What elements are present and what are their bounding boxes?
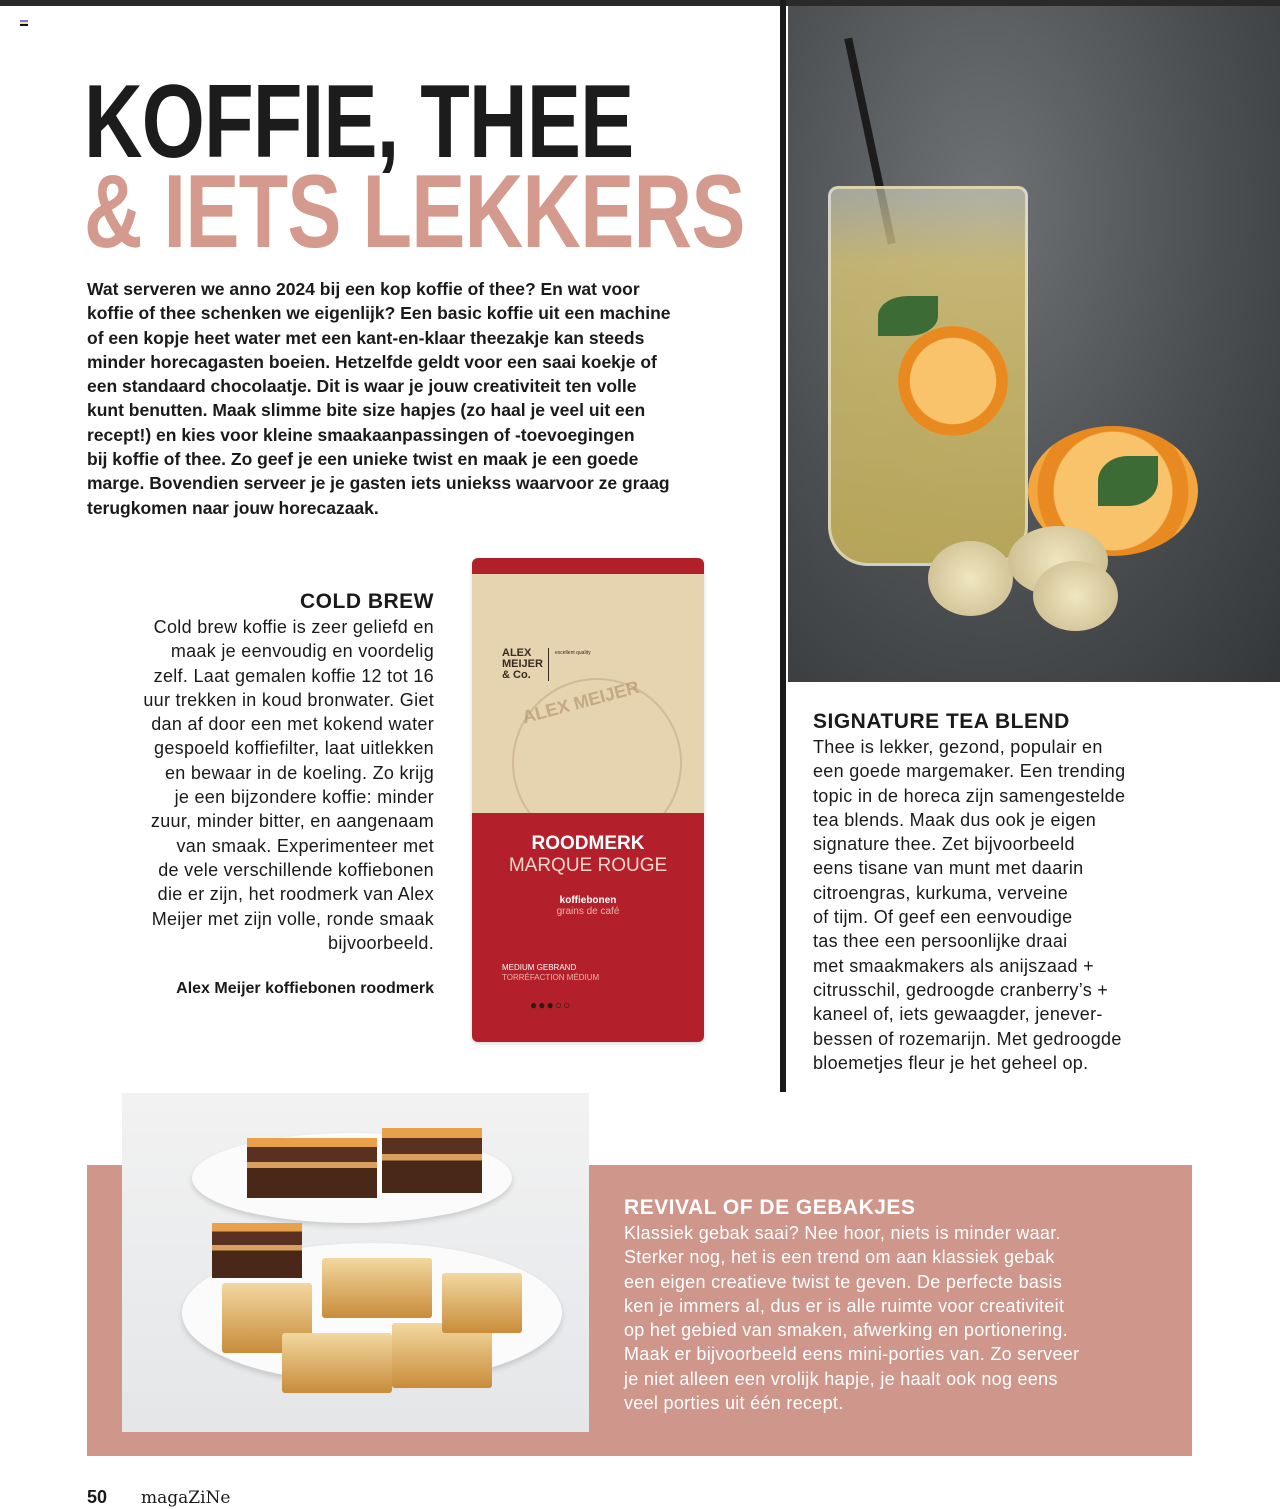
text-line: dan af door een met kokend water [151, 714, 434, 735]
iced-tea-photo [788, 6, 1280, 682]
bag-name: ROODMERK [531, 833, 645, 854]
text-line: veel porties uit één recept. [624, 1393, 844, 1414]
tea-section [813, 709, 1125, 1075]
title-line-2: & IETS LEKKERS [84, 154, 745, 270]
bag-type-fr: grains de café [556, 906, 620, 917]
text-line: met smaakmakers als anijszaad + [813, 955, 1094, 976]
text-line: Thee is lekker, gezond, populair en [813, 737, 1103, 757]
revival-heading: REVIVAL OF DE GEBAKJES [624, 1196, 916, 1219]
text-line: van smaak. Experimenteer met [176, 835, 434, 856]
text-line: Wat serveren we anno 2024 bij een kop koffie of thee? En wat voor [87, 279, 640, 299]
bag-brand: ALEX MEIJER & Co. [502, 648, 549, 681]
text-line: zuur, minder bitter, en aangenaam [150, 811, 434, 832]
cold-brew-text [143, 615, 434, 955]
text-line: kaneel of, iets gewaagder, jenever- [813, 1004, 1103, 1025]
tea-heading: SIGNATURE TEA BLEND [813, 710, 1070, 733]
text-line: Cold brew koffie is zeer geliefd en [153, 617, 434, 637]
text-line: uur trekken in koud bronwater. Giet [143, 689, 434, 710]
text-line: een eigen creatieve twist te geven. De perfecte basis [624, 1271, 1063, 1292]
text-line: marge. Bovendien serveer je je gasten iets uniekss waarvoor ze graag [87, 473, 670, 494]
page-number: 50 [87, 1487, 108, 1507]
text-line: de vele verschillende koffiebonen [158, 859, 434, 880]
bag-quality: excellent quality [555, 650, 591, 656]
text-line: je niet alleen een vrolijk hapje, je haalt ook nog eens [624, 1368, 1058, 1389]
bag-name-fr: MARQUE ROUGE [508, 855, 668, 876]
text-line: Meijer met zijn volle, ronde smaak [151, 908, 434, 929]
revival-section [624, 1195, 1079, 1415]
text-line: of tijm. Of geef een eenvoudige [813, 907, 1073, 928]
flag-icon [20, 20, 28, 27]
text-line: Maak er bijvoorbeeld eens mini-porties van. Zo serveer [624, 1344, 1080, 1365]
text-line: signature thee. Zet bijvoorbeeld [813, 834, 1075, 855]
cold-brew-section [143, 589, 434, 955]
text-line: zelf. Laat gemalen koffie 12 tot 16 [153, 665, 434, 686]
text-line: een goede margemaker. Een trending [813, 761, 1126, 782]
text-line: citroengras, kurkuma, verveine [813, 882, 1069, 903]
text-line: gespoeld koffiefilter, laat uitlekken [154, 738, 434, 759]
bag-strength: ●●●○○ [530, 998, 572, 1012]
product-caption: Alex Meijer koffiebonen roodmerk [176, 980, 434, 997]
text-line: terugkomen naar jouw horecazaak. [87, 497, 379, 518]
bag-stamp: ALEX MEIJER [493, 659, 701, 867]
text-line: citrusschil, gedroogde cranberry’s + [813, 979, 1109, 1000]
text-line: je een bijzondere koffie: minder [174, 787, 434, 808]
bag-roast-fr: TORRÉFACTION MÉDIUM [502, 973, 600, 982]
text-line: ken je immers al, dus er is alle ruimte voor creativiteit [624, 1295, 1065, 1316]
text-line: bessen of rozemarijn. Met gedroogde [813, 1028, 1122, 1049]
tea-text [813, 735, 1125, 1075]
text-line: tas thee een persoonlijke draai [813, 931, 1068, 952]
intro-paragraph [87, 277, 671, 520]
text-line: koffie of thee schenken we eigenlijk? Een basic koffie uit een machine [87, 303, 671, 324]
text-line: eens tisane van munt met daarin [813, 858, 1084, 879]
text-line: een standaard chocolaatje. Dit is waar je jouw creativiteit ten volle [87, 376, 637, 397]
magazine-name: magaZiNe [141, 1488, 231, 1508]
column-divider [780, 0, 786, 1092]
text-line: topic in de horeca zijn samengestelde [813, 785, 1126, 806]
bag-type: koffiebonen [559, 895, 617, 906]
text-line: recept!) en kies voor kleine smaakaanpassingen of -toevoegingen [87, 424, 635, 445]
text-line: tea blends. Maak dus ook je eigen [813, 809, 1097, 830]
cold-brew-heading: COLD BREW [300, 590, 434, 613]
text-line: en bewaar in de koeling. Zo krijg [164, 762, 434, 783]
text-line: kunt benutten. Maak slimme bite size hapjes (zo haal je veel uit een [87, 400, 646, 421]
text-line: minder horecagasten boeien. Hetzelfde geldt voor een saai koekje of [87, 351, 657, 372]
pastry-photo [122, 1093, 589, 1432]
text-line: Sterker nog, het is een trend om aan klassiek gebak [624, 1247, 1055, 1268]
text-line: bloemetjes fleur je het geheel op. [813, 1052, 1089, 1073]
bag-roast: MEDIUM GEBRAND [502, 963, 577, 972]
text-line: maak je eenvoudig en voordelig [170, 641, 434, 662]
revival-text [624, 1221, 1079, 1415]
footer [87, 1487, 231, 1508]
text-line: die er zijn, het roodmerk van Alex [157, 884, 434, 905]
text-line: of een kopje heet water met een kant-en-klaar theezakje kan steeds [87, 327, 645, 348]
title-line-1: KOFFIE, THEE [84, 64, 634, 180]
coffee-bag-image [472, 558, 704, 1042]
text-line: op het gebied van smaken, afwerking en portionering. [624, 1320, 1068, 1341]
text-line: bijvoorbeeld. [328, 932, 434, 953]
text-line: Klassiek gebak saai? Nee hoor, niets is minder waar. [624, 1223, 1061, 1243]
text-line: bij koffie of thee. Zo geef je een unieke twist en maak je een goede [87, 449, 639, 470]
